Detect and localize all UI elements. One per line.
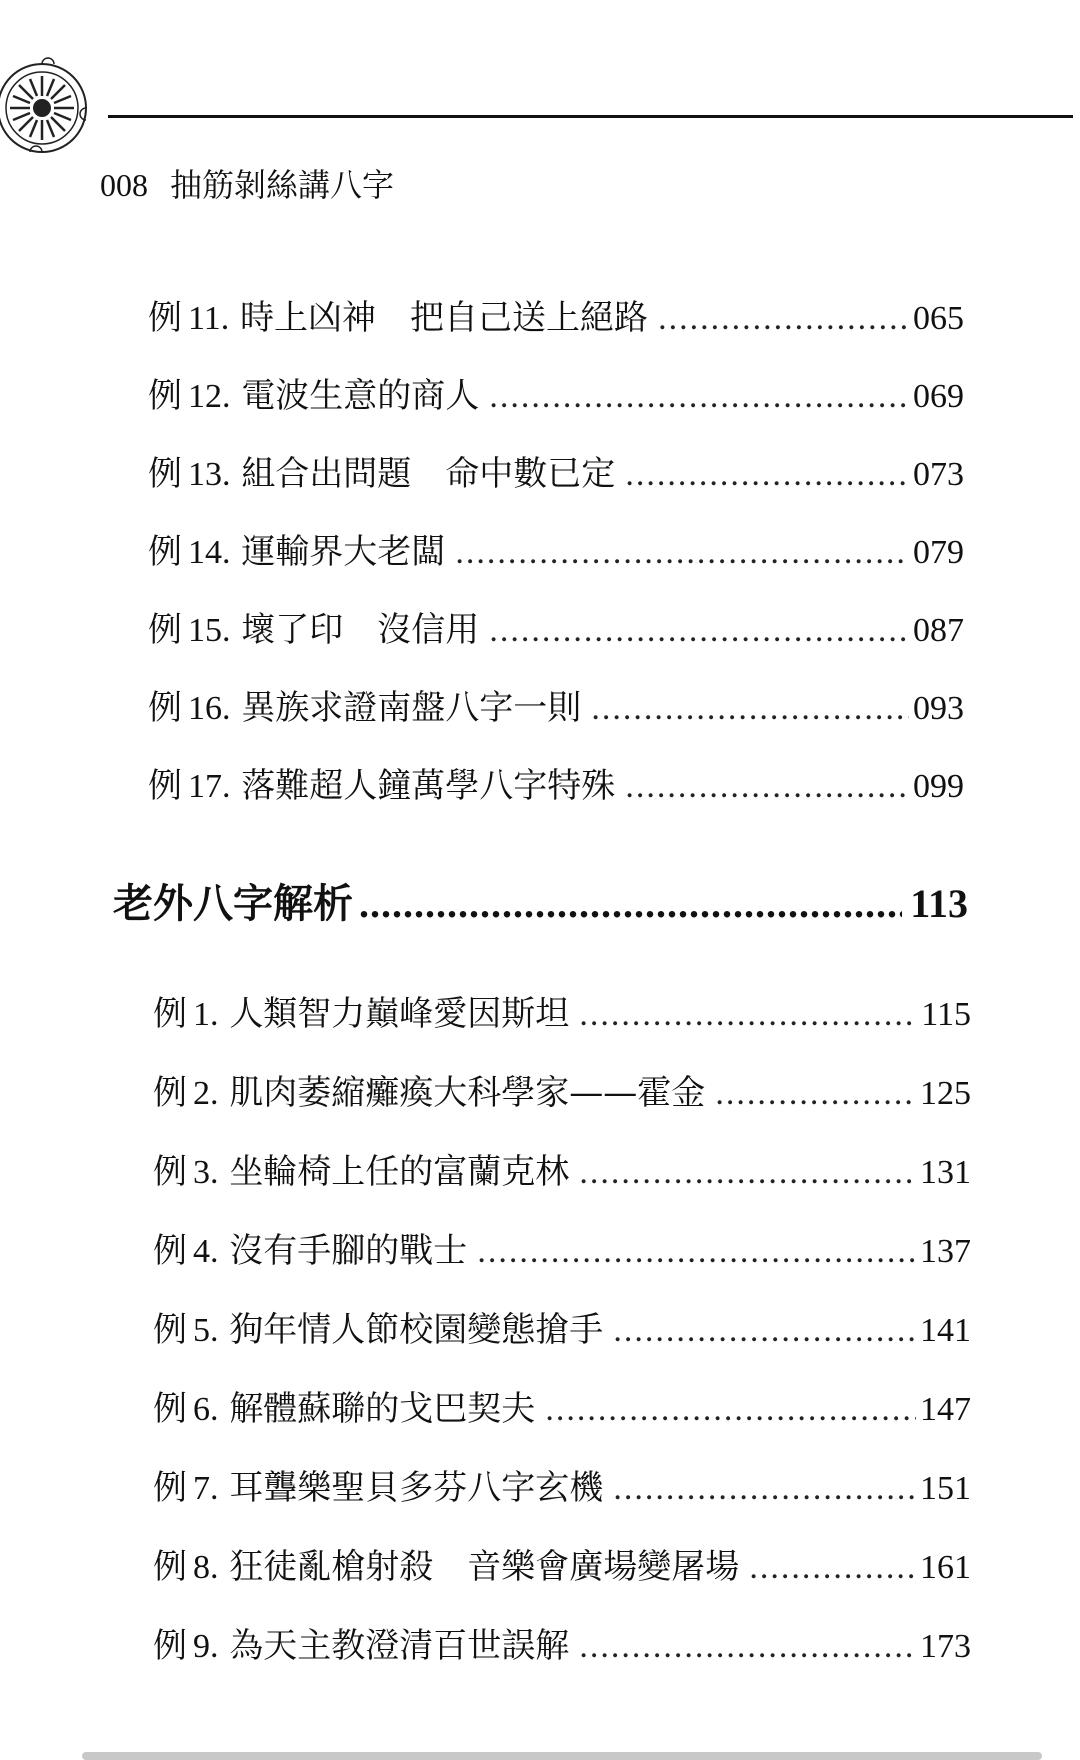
entry-prefix: 例 bbox=[148, 766, 182, 806]
toc-entry[interactable] bbox=[148, 524, 964, 573]
entry-prefix: 例 bbox=[153, 1310, 187, 1350]
entry-page: 125 bbox=[920, 1075, 971, 1112]
entry-prefix: 例 bbox=[153, 1073, 187, 1113]
entry-number: 9. bbox=[193, 1628, 219, 1665]
dot-leader bbox=[625, 456, 909, 494]
toc-entry[interactable] bbox=[153, 1223, 971, 1272]
entry-title: 狗年情人節校園變態搶手 bbox=[229, 1310, 604, 1350]
entry-title: 耳聾樂聖貝多芬八字玄機 bbox=[229, 1468, 604, 1508]
entry-number: 2. bbox=[193, 1075, 219, 1112]
entry-page: 151 bbox=[920, 1470, 971, 1507]
dot-leader bbox=[489, 378, 909, 416]
dot-leader bbox=[489, 612, 909, 650]
entry-prefix: 例 bbox=[148, 610, 182, 650]
entry-title: 坐輪椅上任的富蘭克林 bbox=[229, 1152, 570, 1192]
entry-number: 7. bbox=[193, 1470, 219, 1507]
entry-number: 16. bbox=[188, 690, 231, 727]
entry-title: 異族求證南盤八字一則 bbox=[241, 688, 582, 728]
entry-page: 093 bbox=[913, 690, 964, 727]
entry-number: 6. bbox=[193, 1391, 219, 1428]
toc-entry[interactable] bbox=[148, 758, 964, 807]
entry-number: 14. bbox=[188, 534, 231, 571]
section-page: 113 bbox=[910, 881, 968, 926]
entry-page: 073 bbox=[913, 456, 964, 493]
entry-title: 為天主教澄清百世誤解 bbox=[229, 1626, 570, 1666]
entry-title: 運輸界大老闆 bbox=[241, 532, 446, 572]
entry-prefix: 例 bbox=[153, 1468, 187, 1508]
dot-leader bbox=[359, 880, 902, 927]
entry-prefix: 例 bbox=[153, 1152, 187, 1192]
toc-entry[interactable] bbox=[148, 680, 964, 729]
dot-leader bbox=[579, 996, 917, 1034]
entry-number: 15. bbox=[188, 612, 231, 649]
entry-title: 解體蘇聯的戈巴契夫 bbox=[229, 1389, 536, 1429]
dot-leader bbox=[658, 300, 909, 338]
toc-entry[interactable] bbox=[153, 1065, 971, 1114]
toc-entry[interactable] bbox=[153, 986, 971, 1035]
entry-prefix: 例 bbox=[148, 688, 182, 728]
entry-prefix: 例 bbox=[148, 298, 182, 338]
entry-title: 落難超人鐘萬學八字特殊 bbox=[241, 766, 616, 806]
entry-page: 137 bbox=[920, 1233, 971, 1270]
dot-leader bbox=[613, 1312, 916, 1350]
toc-entry[interactable] bbox=[148, 290, 964, 339]
entry-title: 沒有手腳的戰士 bbox=[229, 1231, 468, 1271]
dot-leader bbox=[613, 1470, 916, 1508]
toc-entry[interactable] bbox=[153, 1460, 971, 1509]
toc-entry[interactable] bbox=[148, 602, 964, 651]
entry-page: 173 bbox=[920, 1628, 971, 1665]
toc-entry[interactable] bbox=[148, 446, 964, 495]
toc-entry[interactable] bbox=[153, 1144, 971, 1193]
dot-leader bbox=[455, 534, 909, 572]
dot-leader bbox=[579, 1154, 916, 1192]
entry-title: 人類智力巔峰愛因斯坦 bbox=[229, 994, 570, 1034]
entry-title: 壞了印 沒信用 bbox=[241, 610, 480, 650]
toc-entry[interactable] bbox=[153, 1302, 971, 1351]
entry-prefix: 例 bbox=[148, 532, 182, 572]
entry-number: 8. bbox=[193, 1549, 219, 1586]
scroll-indicator bbox=[82, 1752, 1042, 1760]
toc-entry[interactable] bbox=[153, 1618, 971, 1667]
entry-page: 079 bbox=[913, 534, 964, 571]
entry-page: 069 bbox=[913, 378, 964, 415]
dot-leader bbox=[545, 1391, 916, 1429]
toc-entry[interactable] bbox=[153, 1539, 971, 1588]
entry-prefix: 例 bbox=[153, 1389, 187, 1429]
entry-number: 17. bbox=[188, 768, 231, 805]
entry-title: 電波生意的商人 bbox=[241, 376, 480, 416]
toc-entry[interactable] bbox=[153, 1381, 971, 1430]
entry-prefix: 例 bbox=[148, 376, 182, 416]
entry-number: 12. bbox=[188, 378, 231, 415]
dot-leader bbox=[749, 1549, 916, 1587]
section-title: 老外八字解析 bbox=[113, 880, 353, 927]
dot-leader bbox=[477, 1233, 916, 1271]
dot-leader bbox=[625, 768, 909, 806]
entry-page: 099 bbox=[913, 768, 964, 805]
dot-leader bbox=[715, 1075, 916, 1113]
entry-number: 1. bbox=[193, 996, 219, 1033]
entry-page: 115 bbox=[921, 996, 971, 1033]
entry-prefix: 例 bbox=[153, 1231, 187, 1271]
entry-page: 141 bbox=[920, 1312, 971, 1349]
entry-page: 065 bbox=[913, 300, 964, 337]
entry-number: 11. bbox=[188, 300, 230, 337]
entry-prefix: 例 bbox=[148, 454, 182, 494]
entry-page: 087 bbox=[913, 612, 964, 649]
entry-prefix: 例 bbox=[153, 1626, 187, 1666]
entry-number: 4. bbox=[193, 1233, 219, 1270]
entry-title: 狂徒亂槍射殺 音樂會廣場變屠場 bbox=[229, 1547, 740, 1587]
entry-page: 147 bbox=[920, 1391, 971, 1428]
entry-title: 肌肉萎縮癱瘓大科學家——霍金 bbox=[229, 1073, 706, 1113]
entry-title: 組合出問題 命中數已定 bbox=[241, 454, 616, 494]
dot-leader bbox=[591, 690, 909, 728]
entry-prefix: 例 bbox=[153, 994, 187, 1034]
entry-number: 5. bbox=[193, 1312, 219, 1349]
entry-page: 161 bbox=[920, 1549, 971, 1586]
entry-number: 3. bbox=[193, 1154, 219, 1191]
entry-prefix: 例 bbox=[153, 1547, 187, 1587]
page-number: 008 bbox=[100, 167, 148, 203]
entry-title: 時上凶神 把自己送上絕路 bbox=[240, 298, 649, 338]
section-heading[interactable] bbox=[113, 872, 968, 929]
toc-entry[interactable] bbox=[148, 368, 964, 417]
dot-leader bbox=[579, 1628, 916, 1666]
entry-page: 131 bbox=[920, 1154, 971, 1191]
entry-number: 13. bbox=[188, 456, 231, 493]
book-title: 抽筋剝絲講八字 bbox=[170, 166, 395, 204]
